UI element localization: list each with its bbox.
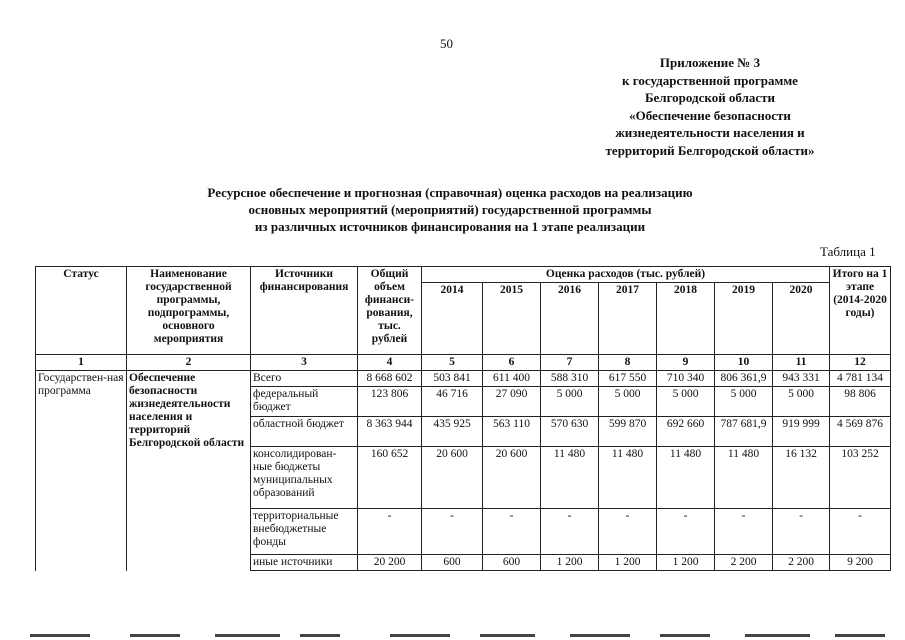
year-value-cell: 570 630 [541,417,599,447]
document-heading [150,184,750,235]
index-row [36,355,891,371]
year-value-cell: 503 841 [422,371,483,387]
appendix-line-3: Белгородской области [644,90,776,105]
heading-line-3: из различных источников финансирования на 1 этапе реализации [254,219,646,234]
appendix-line-4: «Обеспечение безопасности [629,107,791,123]
year-value-cell: 5 000 [599,387,657,417]
year-value-cell: 710 340 [657,371,715,387]
year-value-cell: 11 480 [715,447,773,509]
year-value-cell: 943 331 [773,371,830,387]
year-value-cell: 1 200 [657,555,715,571]
appendix-line-6: территорий Белгородской области» [605,142,815,158]
source-cell: иные источники [251,555,358,571]
year-value-cell: 11 480 [541,447,599,509]
year-value-cell: 5 000 [773,387,830,417]
year-value-cell: 5 000 [541,387,599,417]
heading-line-2: основных мероприятий (мероприятий) государственной программы [248,202,652,217]
header-status: Статус [36,267,127,355]
header-row-1 [36,267,891,283]
total-cell: 8 363 944 [358,417,422,447]
page-bottom-edge [0,634,905,638]
header-sources: Источники финансирования [251,267,358,355]
year-value-cell: 600 [483,555,541,571]
index-cell: 2 [127,355,251,371]
header-year: 2017 [599,283,657,355]
total-cell: - [358,509,422,555]
year-value-cell: 27 090 [483,387,541,417]
year-value-cell: 1 200 [541,555,599,571]
year-value-cell: 16 132 [773,447,830,509]
heading-line-1: Ресурсное обеспечение и прогнозная (справочная) оценка расходов на реализацию [207,185,693,200]
year-value-cell: - [773,509,830,555]
index-cell: 9 [657,355,715,371]
year-value-cell: 5 000 [715,387,773,417]
stage-sum-cell: - [830,509,891,555]
stage-sum-cell: 103 252 [830,447,891,509]
appendix-line-5: жизнедеятельности населения и [615,125,805,140]
header-estimate: Оценка расходов (тыс. рублей) [422,267,830,283]
year-value-cell: 599 870 [599,417,657,447]
year-value-cell: - [422,509,483,555]
source-cell: территориальные внебюджетные фонды [251,509,358,555]
year-value-cell: 806 361,9 [715,371,773,387]
stage-sum-cell: 9 200 [830,555,891,571]
year-value-cell: 563 110 [483,417,541,447]
table-label: Таблица 1 [820,244,876,259]
year-value-cell: 11 480 [599,447,657,509]
table-row [36,371,891,387]
header-year: 2015 [483,283,541,355]
index-cell: 3 [251,355,358,371]
index-cell: 12 [830,355,891,371]
index-cell: 7 [541,355,599,371]
index-cell: 1 [36,355,127,371]
year-value-cell: 611 400 [483,371,541,387]
year-value-cell: 588 310 [541,371,599,387]
year-value-cell: - [541,509,599,555]
stage-sum-cell: 98 806 [830,387,891,417]
header-name: Наименование государственной программы, подпрограммы, основного мероприятия [127,267,251,355]
total-cell: 8 668 602 [358,371,422,387]
page-number: 50 [440,36,453,51]
header-year: 2018 [657,283,715,355]
source-cell: консолидирован-ные бюджеты муниципальных образований [251,447,358,509]
year-value-cell: 787 681,9 [715,417,773,447]
header-year: 2014 [422,283,483,355]
header-year: 2019 [715,283,773,355]
header-stage-total: Итого на 1 этапе (2014-2020 годы) [830,267,891,355]
year-value-cell: 5 000 [657,387,715,417]
year-value-cell: - [715,509,773,555]
index-cell: 10 [715,355,773,371]
appendix-block [560,54,860,159]
year-value-cell: 11 480 [657,447,715,509]
financing-table [35,266,891,571]
index-cell: 8 [599,355,657,371]
index-cell: 11 [773,355,830,371]
header-total: Общий объем финанси-рования, тыс. рублей [358,267,422,355]
year-value-cell: 1 200 [599,555,657,571]
header-year: 2020 [773,283,830,355]
year-value-cell: 2 200 [773,555,830,571]
index-cell: 4 [358,355,422,371]
appendix-line-2: к государственной программе [622,72,798,88]
appendix-line-1: Приложение № 3 [659,55,761,70]
year-value-cell: 919 999 [773,417,830,447]
year-value-cell: 617 550 [599,371,657,387]
source-cell: областной бюджет [251,417,358,447]
year-value-cell: 2 200 [715,555,773,571]
index-cell: 6 [483,355,541,371]
total-cell: 123 806 [358,387,422,417]
year-value-cell: 20 600 [422,447,483,509]
year-value-cell: 600 [422,555,483,571]
year-value-cell: 435 925 [422,417,483,447]
year-value-cell: 20 600 [483,447,541,509]
year-value-cell: 46 716 [422,387,483,417]
year-value-cell: 692 660 [657,417,715,447]
source-cell: Всего [251,371,358,387]
year-value-cell: - [483,509,541,555]
header-year: 2016 [541,283,599,355]
year-value-cell: - [657,509,715,555]
year-value-cell: - [599,509,657,555]
index-cell: 5 [422,355,483,371]
stage-sum-cell: 4 781 134 [830,371,891,387]
status-cell: Государствен-ная программа [36,371,127,571]
source-cell: федеральный бюджет [251,387,358,417]
total-cell: 20 200 [358,555,422,571]
total-cell: 160 652 [358,447,422,509]
program-name-cell: Обеспечение безопасности жизнедеятельности населения и территорий Белгородской области [127,371,251,571]
stage-sum-cell: 4 569 876 [830,417,891,447]
